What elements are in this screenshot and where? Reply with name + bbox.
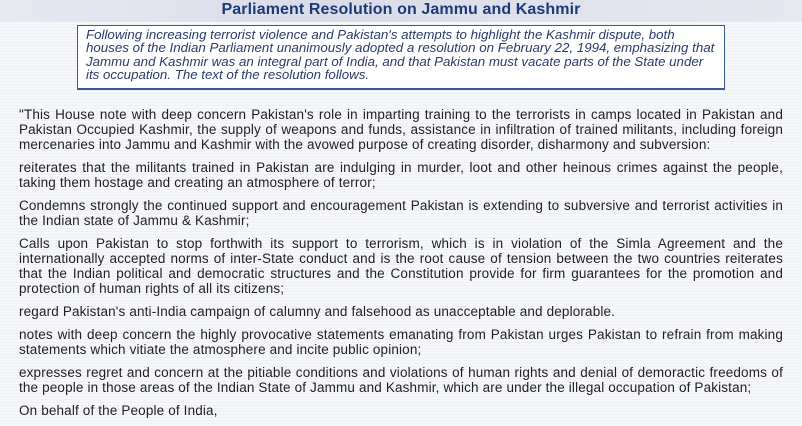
resolution-paragraph: "This House note with deep concern Pakistan's role in imparting training to the terrorists in camps located in Pakistan and Pakistan Occupied Kashmir, the supply of weapons and funds, assistance in infiltration of trained militants, including foreign mercenaries into Jammu and Kashmir with the avowed purpose of creating disorder, disharmony and subversion: xyxy=(19,107,783,152)
intro-text: Following increasing terrorist violence and Pakistan's attempts to highlight the Kashmir dispute, both houses of the Indian Parliament unanimously adopted a resolution on February 22, 1994, emphasizing that Jammu and Kashmir was an integral part of India, and that Pakistan must vacate parts of the State under its occupation. The text of the resolution follows. xyxy=(86,27,715,83)
intro-box xyxy=(77,25,725,90)
resolution-paragraph: reiterates that the militants trained in Pakistan are indulging in murder, loot and other heinous crimes against the people, taking them hostage and creating an atmosphere of terror; xyxy=(19,160,783,190)
resolution-text xyxy=(19,107,783,426)
resolution-paragraph: notes with deep concern the highly provocative statements emanating from Pakistan urges Pakistan to refrain from making statements which vitiate the atmosphere and incite public opinion; xyxy=(19,327,783,357)
resolution-paragraph: Condemns strongly the continued support and encouragement Pakistan is extending to subversive and terrorist activities in the Indian state of Jammu & Kashmir; xyxy=(19,198,783,228)
resolution-paragraph: regard Pakistan's anti-India campaign of calumny and falsehood as unacceptable and deplorable. xyxy=(19,304,616,319)
resolution-paragraph: On behalf of the People of India, xyxy=(19,403,218,418)
resolution-paragraph: Calls upon Pakistan to stop forthwith its support to terrorism, which is in violation of the Simla Agreement and the internationally accepted norms of inter-State conduct and is the root cause of tension between the two countries reiterates that the Indian political and democratic structures and the Constitution provide for firm guarantees for the promotion and protection of human rights of all its citizens; xyxy=(19,236,783,296)
resolution-paragraph: expresses regret and concern at the pitiable conditions and violations of human rights and denial of demoractic freedoms of the people in those areas of the Indian State of Jammu and Kashmir, which are under the illegal occupation of Pakistan; xyxy=(19,365,783,395)
page-title: Parliament Resolution on Jammu and Kashmir xyxy=(221,1,581,18)
